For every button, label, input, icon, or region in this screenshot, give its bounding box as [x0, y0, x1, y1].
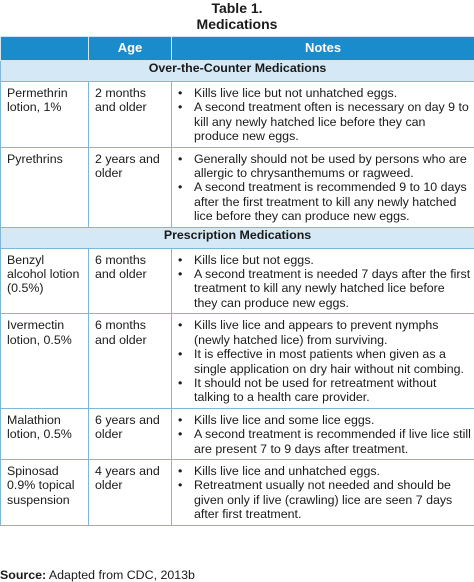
section-heading: Prescription Medications [1, 227, 474, 248]
note-text: Kills live lice and some lice eggs. [194, 413, 374, 427]
bullet-icon: • [178, 253, 182, 267]
table-number: Table 1. [0, 0, 474, 16]
bullet-icon: • [178, 318, 182, 332]
notes-cell [172, 82, 474, 148]
note-text: Retreatment usually not needed and should be given only if live (crawling) lice are seen 7 days after first treatment. [194, 478, 452, 521]
source-text: Adapted from CDC, 2013b [46, 568, 195, 582]
bullet-icon: • [178, 427, 182, 441]
column-header-notes: Notes [172, 37, 474, 61]
section-row [1, 227, 474, 248]
table-row [1, 147, 474, 227]
drug-cell: Pyrethrins [1, 147, 89, 227]
notes-list [176, 86, 471, 144]
table-row [1, 314, 474, 408]
age-cell: 4 years and older [89, 459, 172, 525]
note-item [176, 180, 471, 223]
note-item [176, 267, 471, 310]
notes-cell [172, 408, 474, 459]
notes-list [176, 253, 471, 311]
table-row [1, 408, 474, 459]
notes-list [176, 413, 471, 456]
note-text: Kills live lice but not unhatched eggs. [194, 86, 397, 100]
bullet-icon: • [178, 180, 182, 194]
bullet-icon: • [178, 347, 182, 361]
notes-cell [172, 248, 474, 314]
drug-cell: Ivermectin lotion, 0.5% [1, 314, 89, 408]
table-row [1, 82, 474, 148]
bullet-icon: • [178, 478, 182, 492]
table-title [0, 0, 474, 32]
age-cell: 2 months and older [89, 82, 172, 148]
bullet-icon: • [178, 376, 182, 390]
note-text: It should not be used for retreatment without talking to a health care provider. [194, 376, 436, 404]
column-header-drug [1, 37, 89, 61]
note-item [176, 413, 471, 427]
note-item [176, 478, 471, 521]
table-row [1, 459, 474, 525]
bullet-icon: • [178, 413, 182, 427]
note-text: It is effective in most patients when given as a single application on dry hair without nit combing. [194, 347, 464, 375]
column-header-age: Age [89, 37, 172, 61]
header-row [1, 37, 474, 61]
notes-list [176, 152, 471, 224]
age-cell: 6 years and older [89, 408, 172, 459]
note-text: Kills live lice and appears to prevent nymphs (newly hatched lice) from surviving. [194, 318, 439, 346]
bullet-icon: • [178, 100, 182, 114]
table-row [1, 248, 474, 314]
notes-list [176, 464, 471, 522]
note-text: Generally should not be used by persons who are allergic to chrysanthemums or ragweed. [194, 152, 467, 180]
bullet-icon: • [178, 267, 182, 281]
note-item [176, 427, 471, 456]
table-caption: Medications [0, 16, 474, 32]
note-text: A second treatment often is necessary on day 9 to kill any newly hatched lice before they can produce new eggs. [194, 100, 469, 143]
age-cell: 2 years and older [89, 147, 172, 227]
note-text: A second treatment is recommended 9 to 10 days after the first treatment to kill any newly hatched lice before they can produce new eggs. [194, 180, 467, 223]
drug-cell: Permethrin lotion, 1% [1, 82, 89, 148]
age-cell: 6 months and older [89, 314, 172, 408]
note-item [176, 253, 471, 267]
source-note [0, 568, 195, 582]
age-cell: 6 months and older [89, 248, 172, 314]
drug-cell: Benzyl alcohol lotion (0.5%) [1, 248, 89, 314]
note-item [176, 100, 471, 143]
note-item [176, 347, 471, 376]
note-item [176, 86, 471, 100]
note-item [176, 464, 471, 478]
notes-list [176, 318, 471, 404]
note-item [176, 376, 471, 405]
note-text: Kills live lice and unhatched eggs. [194, 464, 380, 478]
bullet-icon: • [178, 152, 182, 166]
note-item [176, 152, 471, 181]
section-row [1, 61, 474, 82]
table-body [1, 61, 474, 526]
drug-cell: Spinosad 0.9% topical suspension [1, 459, 89, 525]
bullet-icon: • [178, 86, 182, 100]
medications-table [0, 36, 474, 526]
note-item [176, 318, 471, 347]
source-label: Source: [0, 568, 46, 582]
bullet-icon: • [178, 464, 182, 478]
note-text: A second treatment is recommended if live lice still are present 7 to 9 days after treatment. [194, 427, 471, 455]
notes-cell [172, 314, 474, 408]
drug-cell: Malathion lotion, 0.5% [1, 408, 89, 459]
notes-cell [172, 147, 474, 227]
note-text: Kills lice but not eggs. [194, 253, 314, 267]
section-heading: Over-the-Counter Medications [1, 61, 474, 82]
notes-cell [172, 459, 474, 525]
note-text: A second treatment is needed 7 days after the first treatment to kill any newly hatched lice before they can produce new eggs. [194, 267, 470, 310]
